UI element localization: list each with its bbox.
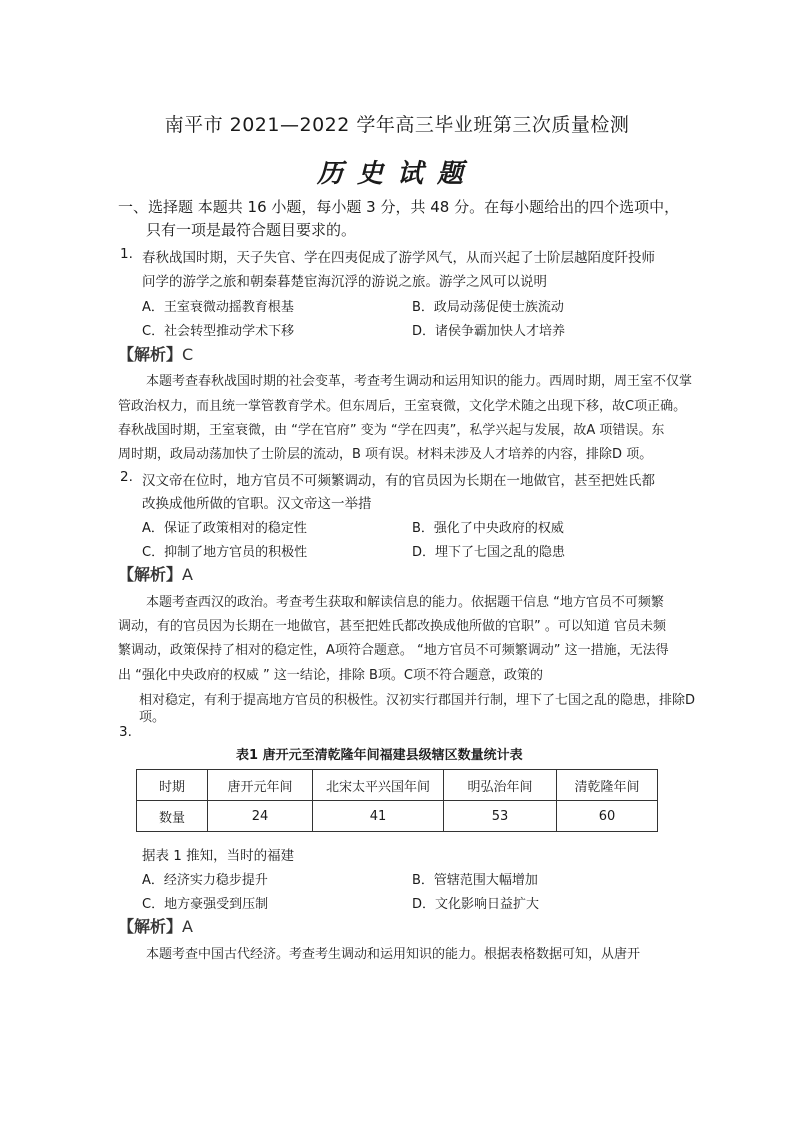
q2-option-c: C．抑制了地方官员的积极性 bbox=[142, 545, 308, 560]
q3-option-a: A．经济实力稳步提升 bbox=[142, 873, 268, 888]
q1-option-c: C．社会转型推动学术下移 bbox=[142, 324, 295, 339]
table-cell: 41 bbox=[313, 801, 444, 832]
q3-option-d: D．文化影响日益扩大 bbox=[412, 897, 540, 912]
q3-statistics-table bbox=[136, 769, 658, 832]
q1-number: 1. bbox=[120, 246, 133, 262]
q3-number: 3. bbox=[119, 724, 132, 740]
q2-stem-line1: 汉文帝在位时，地方官员不可频繁调动，有的官员因为长期在一地做官，甚至把姓氏都 bbox=[142, 473, 655, 489]
q1-explanation-line3: 春秋战国时期，王室衰微，由 “学在官府” 变为 “学在四夷”，私学兴起与发展，故A 项错误。东 bbox=[118, 423, 665, 438]
q1-option-a: A．王室衰微动摇教育根基 bbox=[142, 300, 294, 315]
section-instruction-line1: 一、选择题 本题共 16 小题，每小题 3 分，共 48 分。在每小题给出的四个选项中， bbox=[118, 198, 680, 216]
table-cell: 清乾隆年间 bbox=[557, 770, 658, 801]
q3-analysis-tag: 【解析】 bbox=[118, 917, 183, 936]
q2-explanation-line2: 调动，有的官员因为长期在一地做官，甚至把姓氏都改换成他所做的官职” 。可以知道 官员未频 bbox=[118, 619, 667, 634]
q1-analysis-label bbox=[118, 342, 193, 365]
table-cell: 明弘治年间 bbox=[444, 770, 557, 801]
table-cell: 53 bbox=[444, 801, 557, 832]
q2-explanation-line4: 出 “强化中央政府的权威 ” 这一结论，排除 B项。C项不符合题意，政策的 bbox=[118, 668, 543, 683]
q1-stem-line1: 春秋战国时期，天子失官、学在四夷促成了游学风气，从而兴起了士阶层越陌度阡投师 bbox=[142, 250, 655, 266]
table-row bbox=[137, 801, 658, 832]
q1-explanation-line2: 管政治权力，而且统一掌管教育学术。但东周后，王室衰微，文化学术随之出现下移，故C项正确。 bbox=[118, 399, 687, 414]
q2-explanation-line5: 相对稳定，有利于提高地方官员的积极性。汉初实行郡国并行制，埋下了七国之乱的隐患，排除D bbox=[139, 693, 696, 708]
table-header-row bbox=[137, 770, 658, 801]
q2-number: 2. bbox=[120, 469, 133, 485]
q3-analysis-label bbox=[118, 914, 193, 937]
q1-explanation-line1: 本题考查春秋战国时期的社会变革，考查考生调动和运用知识的能力。西周时期，周王室不仅掌 bbox=[146, 374, 693, 389]
q2-option-d: D．埋下了七国之乱的隐患 bbox=[412, 545, 566, 560]
table-cell: 数量 bbox=[137, 801, 208, 832]
q3-option-b: B．管辖范围大幅增加 bbox=[412, 873, 538, 888]
q3-option-c: C．地方豪强受到压制 bbox=[142, 897, 269, 912]
q3-table-caption: 表1 唐开元至清乾隆年间福建县级辖区数量统计表 bbox=[236, 748, 523, 763]
q1-option-d: D．诸侯争霸加快人才培养 bbox=[412, 324, 566, 339]
section-instruction-line2: 只有一项是最符合题目要求的。 bbox=[146, 221, 357, 239]
q3-answer: A bbox=[182, 917, 193, 936]
table-cell: 时期 bbox=[137, 770, 208, 801]
q2-analysis-tag: 【解析】 bbox=[118, 565, 183, 584]
q3-stem: 据表 1 推知，当时的福建 bbox=[142, 848, 295, 864]
exam-title: 南平市 2021—2022 学年高三毕业班第三次质量检测 bbox=[164, 114, 630, 136]
q1-analysis-tag: 【解析】 bbox=[118, 345, 183, 364]
q3-explanation-line1: 本题考查中国古代经济。考查考生调动和运用知识的能力。根据表格数据可知，从唐开 bbox=[146, 947, 641, 962]
q2-stem-line2: 改换成他所做的官职。汉文帝这一举措 bbox=[142, 496, 372, 512]
table-cell: 60 bbox=[557, 801, 658, 832]
q2-explanation-line3: 繁调动，政策保持了相对的稳定性，A项符合题意。 “地方官员不可频繁调动” 这一措施，无法得 bbox=[118, 643, 669, 658]
table-cell: 24 bbox=[208, 801, 313, 832]
q2-analysis-label bbox=[118, 562, 193, 585]
subject-title: 历史试题 bbox=[316, 159, 477, 189]
q1-stem-line2: 问学的游学之旅和朝秦暮楚宦海沉浮的游说之旅。游学之风可以说明 bbox=[142, 274, 547, 290]
q1-option-b: B．政局动荡促使士族流动 bbox=[412, 300, 564, 315]
q1-answer: C bbox=[182, 345, 194, 364]
table-cell: 唐开元年间 bbox=[208, 770, 313, 801]
q2-answer: A bbox=[182, 565, 193, 584]
q2-option-a: A．保证了政策相对的稳定性 bbox=[142, 521, 307, 536]
q2-option-b: B．强化了中央政府的权威 bbox=[412, 521, 564, 536]
q1-explanation-line4: 周时期，政局动荡加快了士阶层的流动，B 项有误。材料未涉及人才培养的内容，排除D 项。 bbox=[118, 447, 653, 462]
q2-explanation-line1: 本题考查西汉的政治。考查考生获取和解读信息的能力。依据题干信息 “地方官员不可频繁 bbox=[146, 595, 664, 610]
table-cell: 北宋太平兴国年间 bbox=[313, 770, 444, 801]
q2-explanation-line6: 项。 bbox=[139, 710, 166, 725]
